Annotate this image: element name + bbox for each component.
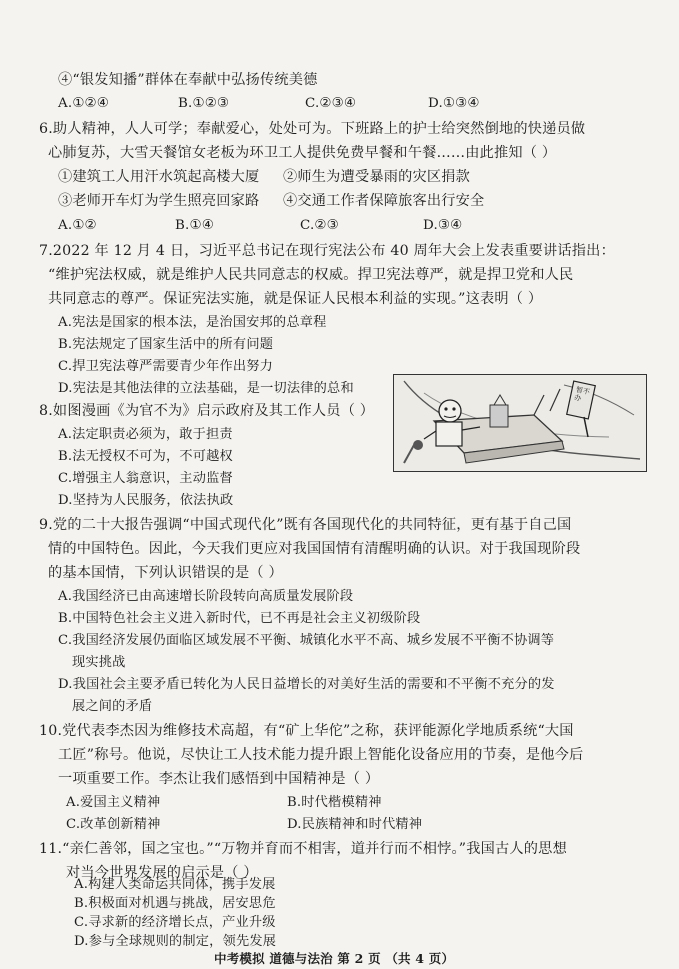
q6-item-1: ①建筑工人用汗水筑起高楼大厦 [58,169,260,185]
page-footer: 中考模拟 道德与法治 第 2 页 （共 4 页） [214,951,455,966]
q9-option-b: B.中国特色社会主义进入新时代，已不再是社会主义初级阶段 [58,611,421,626]
q6-stem-line-1: 6.助人精神，人人可学；奉献爱心，处处可为。下班路上的护士给突然倒地的快递员做 [39,121,586,137]
q10-option-d: D.民族精神和时代精神 [287,817,423,832]
q10-option-c: C.改革创新精神 [66,817,161,832]
q6-stem-line-2: 心肺复苏，大雪天餐馆女老板为环卫工人提供免费早餐和午餐……由此推知（ ） [48,145,557,161]
q8-option-d: D.坚持为人民服务，依法执政 [58,493,234,508]
q9-option-d-cont: 展之间的矛盾 [72,699,153,714]
q8-option-b: B.法无授权不可为，不可越权 [58,449,233,464]
cartoon-illustration [393,374,647,472]
cartoon-drawing [394,375,646,471]
q5-option-b: B.①②③ [178,96,230,111]
q6-item-4: ④交通工作者保障旅客出行安全 [283,193,485,209]
q6-option-a: A.①② [58,218,97,233]
q7-option-c: C.捍卫宪法尊严需要青少年作出努力 [58,359,274,374]
q11-stem-line-1: 11.“亲仁善邻，国之宝也。”“万物并育而不相害，道并行而不相悖。”我国古人的思想 [39,841,567,857]
q11-option-a: A.构建人类命运共同体，携手发展 [74,877,276,892]
q10-option-a: A.爱国主义精神 [66,795,161,810]
q8-option-c: C.增强主人翁意识，主动监督 [58,471,233,486]
cartoon-sign: 暂不办 [573,385,591,403]
q8-stem: 8.如图漫画《为官不为》启示政府及其工作人员（ ） [39,403,375,419]
q10-option-b: B.时代楷模精神 [287,795,382,810]
q9-stem-line-1: 9.党的二十大报告强调“中国式现代化”既有各国现代化的共同特征，更有基于自己国 [39,517,572,533]
q10-stem-line-2: 工匠”称号。他说，尽快让工人技术能力提升跟上智能化设备应用的节奏，是他今后 [58,747,584,763]
q7-option-b: B.宪法规定了国家生活中的所有问题 [58,337,274,352]
q9-option-c-cont: 现实挑战 [72,655,126,670]
q6-option-b: B.①④ [175,218,214,233]
q6-option-d: D.③④ [423,218,463,233]
q5-option-a: A.①②④ [58,96,109,111]
q9-option-a: A.我国经济已由高速增长阶段转向高质量发展阶段 [58,589,354,604]
q11-option-c: C.寻求新的经济增长点，产业升级 [74,915,276,930]
q9-option-c: C.我国经济发展仍面临区域发展不平衡、城镇化水平不高、城乡发展不平衡不协调等 [58,633,555,648]
q6-option-c: C.②③ [300,218,339,233]
q7-stem-line-2: “维护宪法权威，就是维护人民共同意志的权威。捍卫宪法尊严，就是捍卫党和人民 [48,267,574,283]
q10-stem-line-1: 10.党代表李杰因为维修技术高超，有“矿上华佗”之称，获评能源化学地质系统“大国 [39,723,574,739]
q11-option-b: B.积极面对机遇与挑战，居安思危 [74,896,276,911]
q6-item-3: ③老师开车灯为学生照亮回家路 [58,193,260,209]
q5-option-c: C.②③④ [305,96,357,111]
q11-option-d: D.参与全球规则的制定，领先发展 [74,934,277,949]
q8-option-a: A.法定职责必须为，敢于担责 [58,427,233,442]
q5-option-d: D.①③④ [428,96,480,111]
q9-stem-line-2: 情的中国特色。因此，今天我们更应对我国国情有清醒明确的认识。对于我国现阶段 [48,541,581,557]
q7-option-a: A.宪法是国家的根本法，是治国安邦的总章程 [58,315,327,330]
q11-stem-line-2: 对当今世界发展的启示是（ ） [66,865,258,881]
q5-item-4: ④“银发知播”群体在奉献中弘扬传统美德 [58,72,318,88]
q7-stem-line-1: 7.2022 年 12 月 4 日，习近平总书记在现行宪法公布 40 周年大会上发表重要讲话指出： [39,243,615,259]
q6-item-2: ②师生为遭受暴雨的灾区捐款 [283,169,471,185]
q10-stem-line-3: 一项重要工作。李杰让我们感悟到中国精神是（ ） [58,771,380,787]
q9-stem-line-3: 的基本国情，下列认识错误的是（ ） [48,565,283,581]
q7-option-d: D.宪法是其他法律的立法基础，是一切法律的总和 [58,381,354,396]
q7-stem-line-3: 共同意志的尊严。保证宪法实施，就是保证人民根本利益的实现。”这表明（ ） [48,291,543,307]
q9-option-d: D.我国社会主要矛盾已转化为人民日益增长的对美好生活的需要和不平衡不充分的发 [58,677,555,692]
